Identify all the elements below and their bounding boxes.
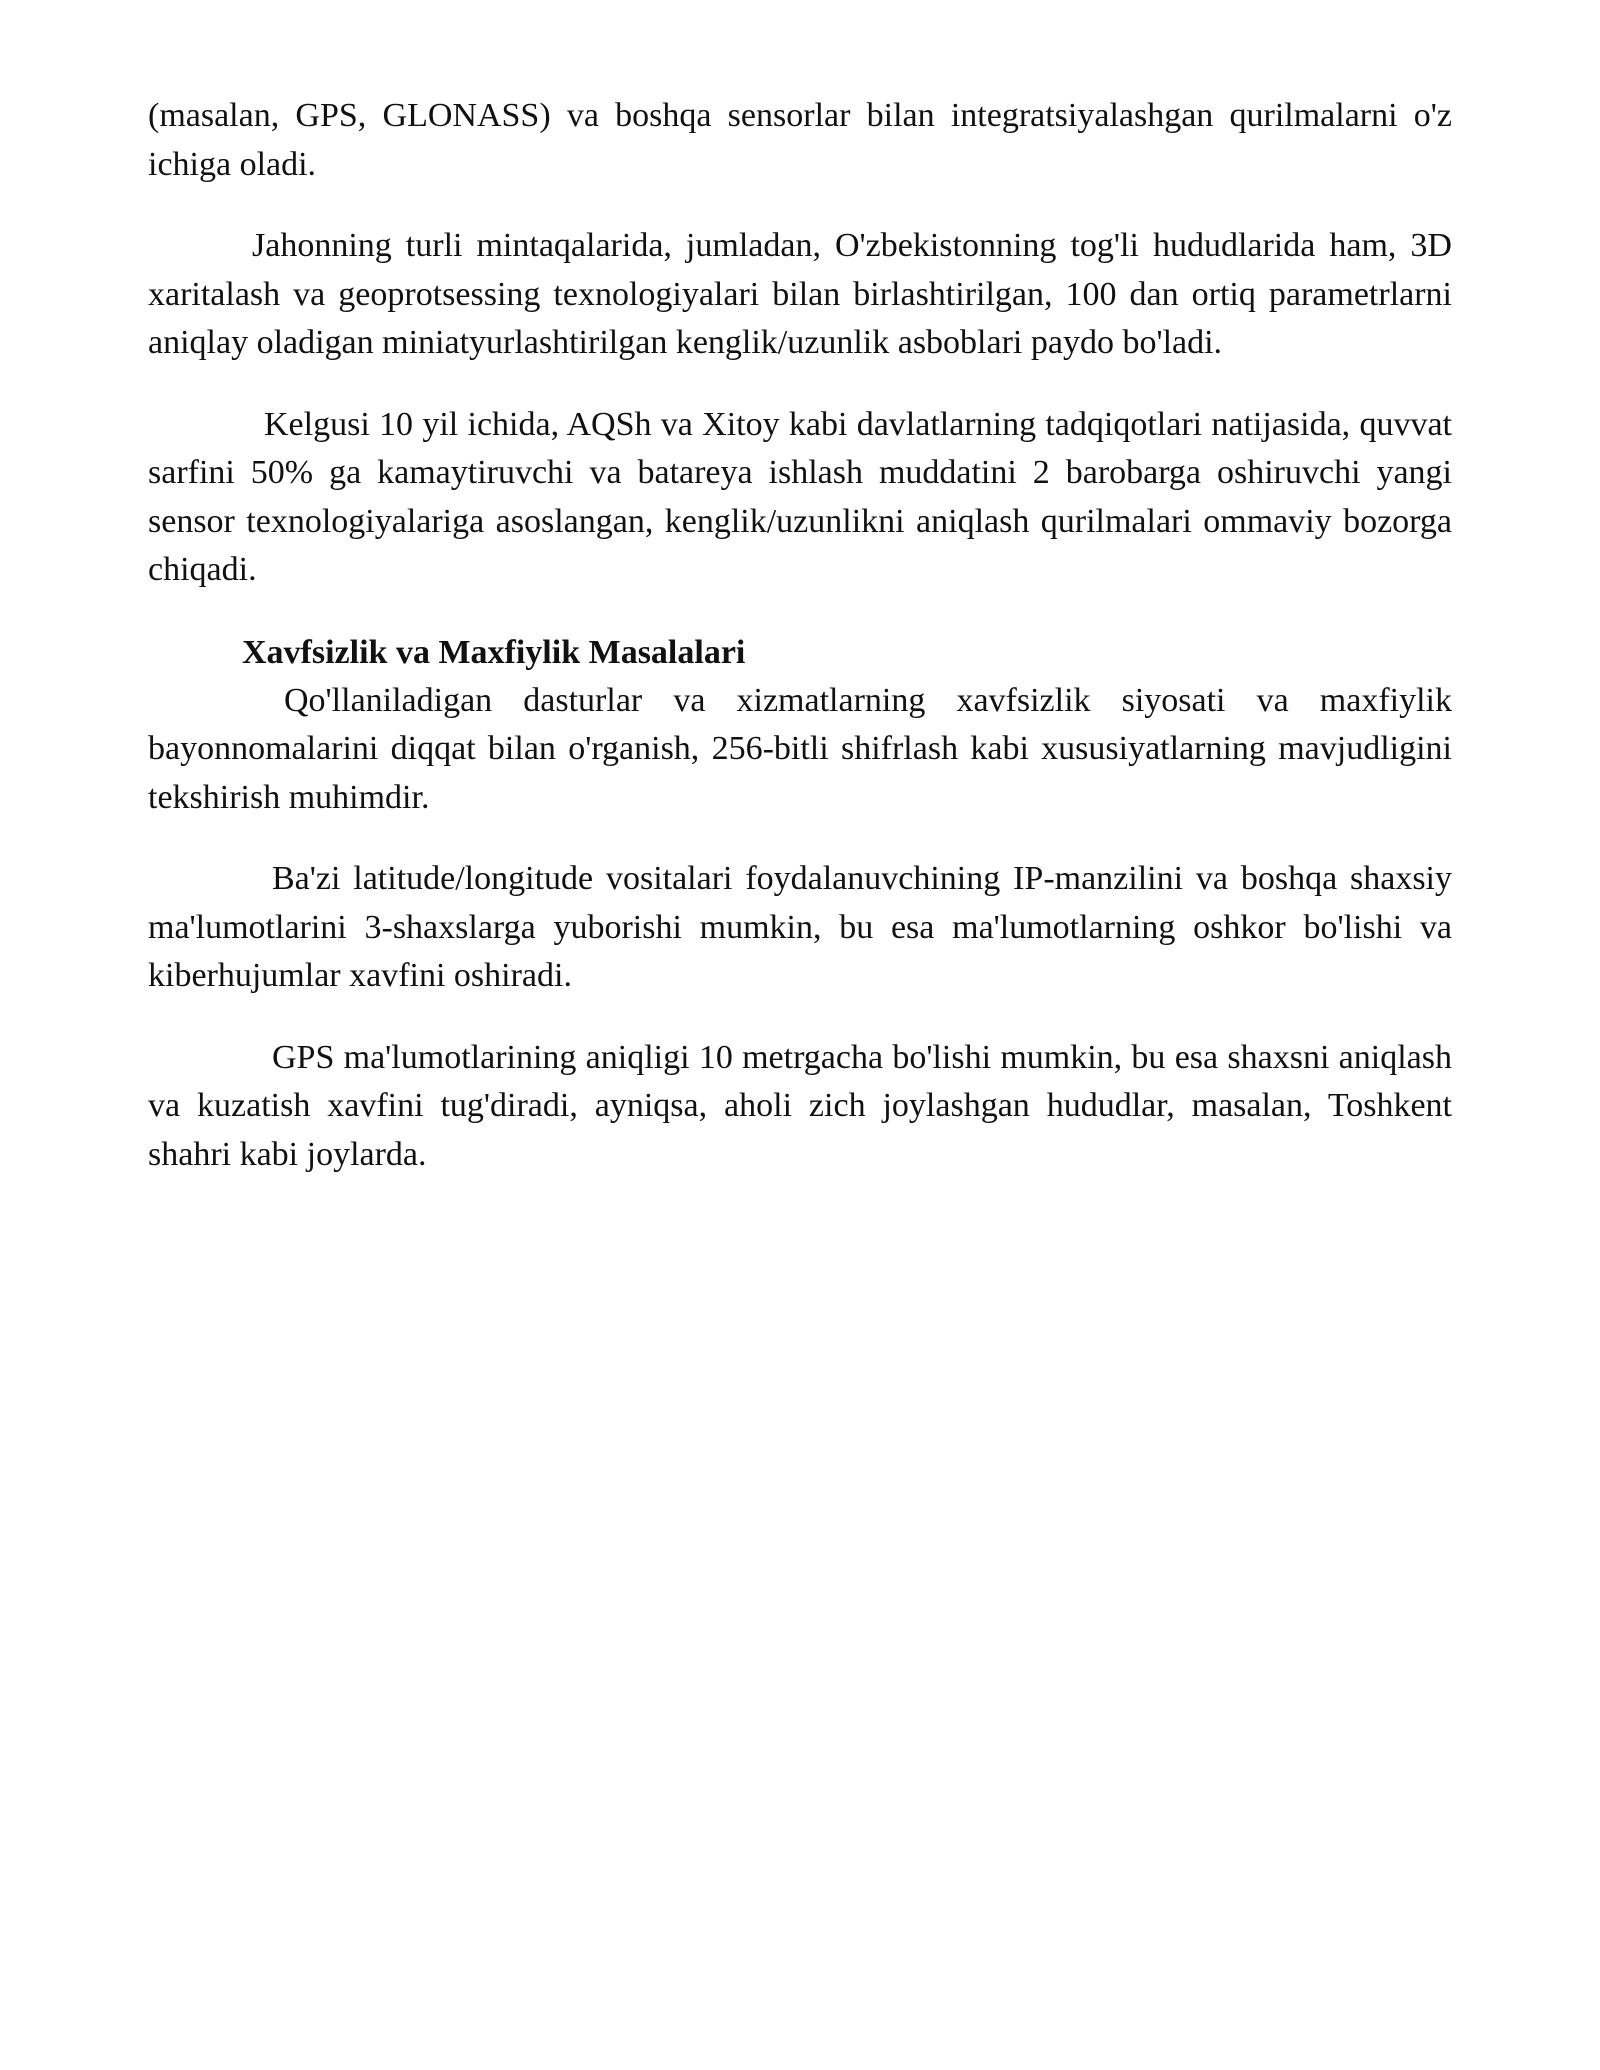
paragraph-miniaturized-instruments: Jahonning turli mintaqalarida, jumladan, O'zbekistonning tog'li hududlarida ham, 3D xaritalash va geoprotsessing texnologiyalari bilan birlashtirilgan, 100 dan ortiq parametrlarni aniqlay oladigan miniatyurlashtirilgan kenglik/uzunlik asboblari paydo bo'ladi.	[148, 227, 1452, 361]
section-heading: Xavfsizlik va Maxfiylik Masalalari	[242, 633, 746, 671]
paragraph-next-decade: Kelgusi 10 yil ichida, AQSh va Xitoy kabi davlatlarning tadqiqotlari natijasida, quvvat sarfini 50% ga kamaytiruvchi va batareya ishlash muddatini 2 barobarga oshiruvchi yangi sensor texnologiyalariga asoslangan, kenglik/uzunlikni aniqlash qurilmalari ommaviy bozorga chiqadi.	[148, 405, 1452, 588]
paragraph-continuation: (masalan, GPS, GLONASS) va boshqa sensorlar bilan integratsiyalashgan qurilmalarni o'z ichiga oladi.	[148, 97, 1452, 183]
paragraph-security-policies: Qo'llaniladigan dasturlar va xizmatlarning xavfsizlik siyosati va maxfiylik bayonnomalarini diqqat bilan o'rganish, 256-bitli shifrlash kabi xususiyatlarning mavjudligini tekshirish muhimdir.	[148, 681, 1452, 816]
paragraph-gps-accuracy: GPS ma'lumotlarining aniqligi 10 metrgacha bo'lishi mumkin, bu esa shaxsni aniqlash va kuzatish xavfini tug'diradi, ayniqsa, aholi zich joylashgan hududlar, masalan, Toshkent shahri kabi joylarda.	[148, 1038, 1452, 1173]
paragraph-ip-address: Ba'zi latitude/longitude vositalari foydalanuvchining IP-manzilini va boshqa shaxsiy ma'lumotlarini 3-shaxslarga yuborishi mumkin, bu esa ma'lumotlarning oshkor bo'lishi va kiberhujumlar xavfini oshiradi.	[148, 860, 1452, 994]
document-body	[148, 92, 1452, 1212]
